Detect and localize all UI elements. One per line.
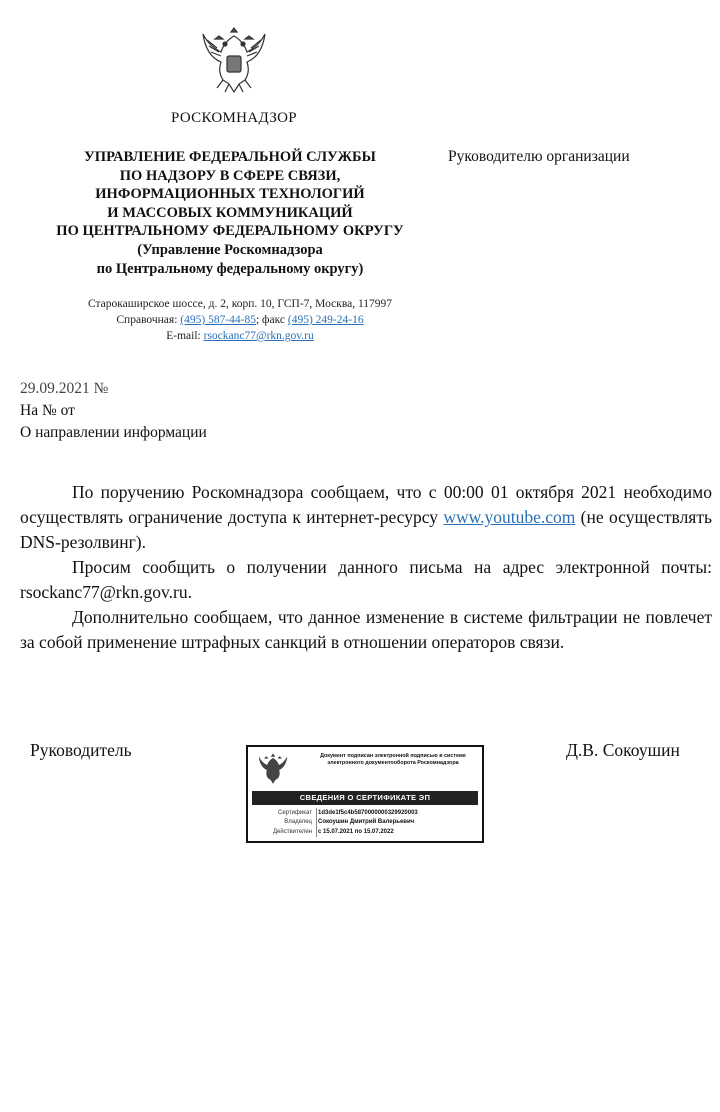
stamp-value: с 15.07.2021 по 15.07.2022 [318,828,394,835]
stamp-value: 1d3de1f5c4b5870000000329920003 [318,809,418,816]
stamp-row [252,827,478,837]
paragraph-1-tail: (не осуществлять DNS-резолвинг). [20,507,712,552]
letter-body [20,480,712,655]
department-line: ИНФОРМАЦИОННЫХ ТЕХНОЛОГИЙ [95,186,365,203]
stamp-key: Сертификат [278,809,312,816]
subject-line: О направлении информации [20,424,207,441]
stamp-key: Действителен [272,828,312,835]
email-line [20,328,460,344]
address: Старокаширское шоссе, д. 2, корп. 10, ГСП-7, Москва, 117997 [87,298,393,310]
phone-fax-line [20,312,460,328]
department-line: И МАССОВЫХ КОММУНИКАЦИЙ [107,204,353,221]
recipient: Руководителю организации [448,148,630,165]
stamp-key: Владелец [284,819,312,826]
stamp-row [252,808,478,818]
phone-link[interactable]: (495) 587-44-85 [180,314,256,326]
stamp-value: Сокоушин Дмитрий Валерьевич [318,819,415,826]
paragraph-1-text: По поручению Роскомнадзора сообщаем, что с 00:00 01 октября 2021 необходимо осуществлять ограничение доступа к интернет-ресурсу [20,482,712,527]
contact-info [20,296,460,344]
youtube-link[interactable]: www.youtube.com [443,507,576,527]
letter-meta [20,378,440,444]
department-line: ПО НАДЗОРУ В СФЕРЕ СВЯЗИ, [119,167,341,184]
stamp-note: Документ подписан электронной подписью в системе электронного документооборота Роскомнадзора [320,753,466,766]
signatory-title: Руководитель [30,740,132,760]
paragraph-2: Просим сообщить о получении данного письма на адрес электронной почты: rsockanc77@rkn.gov.ru. [20,557,712,602]
department-line: по Центральному федеральному округу) [96,260,364,277]
department-line: УПРАВЛЕНИЕ ФЕДЕРАЛЬНОЙ СЛУЖБЫ [84,149,376,165]
department-line: ПО ЦЕНТРАЛЬНОМУ ФЕДЕРАЛЬНОМУ ОКРУГУ [56,223,404,240]
stamp-row [252,818,478,828]
stamp-eagle-emblem-icon [256,752,290,786]
fax-link[interactable]: (495) 249-24-16 [287,314,364,326]
department-header [20,148,440,278]
email-link[interactable]: rsockanc77@rkn.gov.ru [203,330,314,342]
reference-line: На № от [20,402,75,419]
department-line: (Управление Роскомнадзора [137,241,323,258]
stamp-header: СВЕДЕНИЯ О СЕРТИФИКАТЕ ЭП [252,791,478,805]
e-signature-stamp [246,745,484,843]
paragraph-1 [20,480,712,555]
fax-label: ; факс [255,314,288,326]
stamp-rows [252,808,478,837]
double-headed-eagle-emblem-icon [199,22,269,98]
date-number-line: 29.09.2021 № [20,380,109,397]
agency-name: РОСКОМНАДЗОР [171,110,297,126]
paragraph-3: Дополнительно сообщаем, что данное изменение в системе фильтрации не повлечет за собой применение штрафных санкций в отношении операторов связи. [20,607,712,652]
phone-label: Справочная: [116,314,181,326]
signatory-name: Д.В. Сокоушин [566,740,680,760]
email-label: E-mail: [166,330,204,342]
